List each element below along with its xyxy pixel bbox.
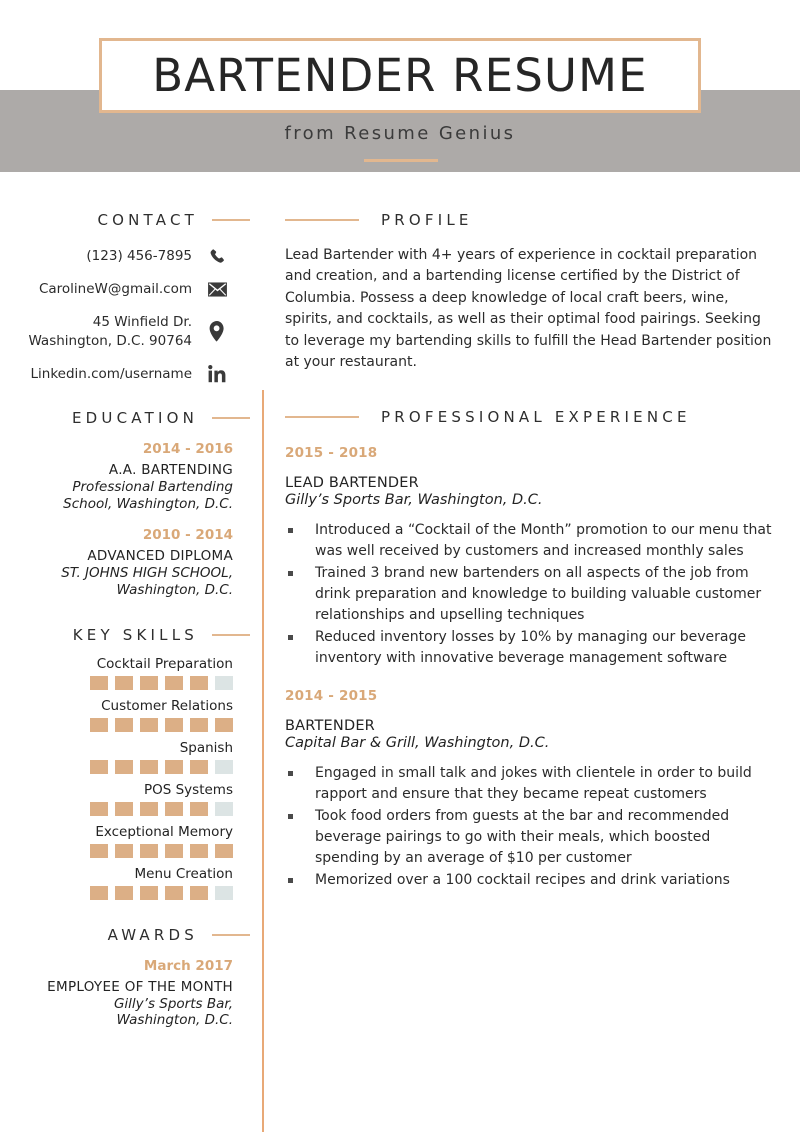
education-school [0,565,233,599]
skill-square-empty [215,886,233,900]
job-bullet: Introduced a “Cocktail of the Month” promotion to our menu that was well received by customers and increased monthly sales [285,520,773,562]
skill-square-filled [190,886,208,900]
skills-list [0,656,250,900]
skill-square-filled [165,802,183,816]
section-rule [212,417,250,419]
section-rule [212,634,250,636]
skill-item [0,656,233,690]
skill-name: Spanish [179,739,233,756]
section-header-key-skills [0,626,250,644]
job-entry [285,445,773,669]
section-rule [212,934,250,936]
skill-name: Cocktail Preparation [96,655,233,672]
map-pin-icon [206,321,228,342]
skill-square-filled [115,718,133,732]
linkedin-icon [206,365,228,383]
contact-email-text: CarolineW@gmail.com [38,281,192,298]
contact-phone-text: (123) 456-7895 [86,248,192,264]
contact-item-address[interactable] [0,313,228,349]
skill-square-filled [190,760,208,774]
skill-square-filled [215,844,233,858]
contact-item-phone[interactable] [0,247,228,265]
skill-square-filled [140,886,158,900]
section-title-experience: PROFESSIONAL EXPERIENCE [381,408,691,427]
section-title-contact: CONTACT [97,211,198,229]
skill-name: POS Systems [143,781,233,798]
skill-name: Exceptional Memory [95,823,233,840]
skill-rating [0,760,233,774]
skill-item [0,824,233,858]
section-header-contact [0,211,250,229]
job-company: Capital Bar & Grill, Washington, D.C. [285,735,550,752]
skill-square-filled [140,718,158,732]
main-content [285,178,773,892]
education-school-line-2: Washington, D.C. [116,581,233,598]
address-line-1: 45 Winfield Dr. [92,314,192,331]
address-line-2: Washington, D.C. 90764 [28,332,192,349]
skill-square-filled [190,718,208,732]
job-bullet: Took food orders from guests at the bar and recommended beverage pairings to go with their meals, which boosted spending by an average of $10 per customer [285,806,773,869]
education-school [0,479,233,513]
skill-square-empty [215,802,233,816]
award-employer-line-2: Washington, D.C. [116,1012,233,1029]
education-entry [0,441,250,513]
skill-square-filled [115,886,133,900]
contact-address-text [28,313,192,349]
resume-header [0,0,800,178]
skill-square-filled [165,718,183,732]
skill-rating [0,718,233,732]
section-title-profile: PROFILE [381,211,473,229]
award-date: March 2017 [143,957,233,974]
job-bullets [285,763,773,891]
contact-list [0,247,250,383]
skill-item [0,866,233,900]
skill-square-filled [140,760,158,774]
contact-linkedin-text: Linkedin.com/username [30,365,192,382]
skill-rating [0,844,233,858]
education-date: 2014 - 2016 [142,441,233,458]
section-rule [285,219,359,221]
skill-square-filled [190,844,208,858]
education-school-line-2: School, Washington, D.C. [63,495,233,512]
section-title-key-skills: KEY SKILLS [72,625,198,644]
job-bullet: Trained 3 brand new bartenders on all aspects of the job from drink preparation and knowledge to building valuable customer relationships and upselling techniques [285,563,773,626]
section-header-awards [0,926,250,944]
experience-section [285,408,773,891]
award-title: EMPLOYEE OF THE MONTH [47,978,233,995]
job-bullet: Memorized over a 100 cocktail recipes and drink variations [285,870,773,891]
skill-square-filled [215,718,233,732]
skill-name: Customer Relations [101,697,233,714]
education-date: 2010 - 2014 [142,526,233,543]
skill-square-filled [140,802,158,816]
education-degree: A.A. BARTENDING [108,462,233,479]
skill-rating [0,886,233,900]
sidebar [0,178,250,1029]
job-company: Gilly’s Sports Bar, Washington, D.C. [285,492,543,509]
phone-icon [206,248,228,265]
job-bullet: Engaged in small talk and jokes with clientele in order to build rapport and ensure that they became repeat customers [285,763,773,805]
skill-square-filled [165,676,183,690]
skill-item [0,740,233,774]
education-entry [0,527,250,599]
skill-square-filled [165,886,183,900]
envelope-icon [206,282,228,297]
skill-square-filled [115,844,133,858]
skill-square-filled [140,844,158,858]
award-employer [0,996,233,1030]
education-school-line-1: ST. JOHNS HIGH SCHOOL, [61,564,233,581]
skill-square-filled [190,802,208,816]
skill-item [0,782,233,816]
skill-square-filled [90,718,108,732]
job-title: BARTENDER [285,718,375,735]
skill-square-filled [90,676,108,690]
contact-item-linkedin[interactable] [0,365,228,383]
skill-square-filled [90,802,108,816]
education-degree: ADVANCED DIPLOMA [87,547,233,564]
section-header-experience [285,408,773,426]
section-title-awards: AWARDS [107,925,198,944]
skill-square-filled [190,676,208,690]
skill-rating [0,802,233,816]
skill-square-filled [90,886,108,900]
profile-text: Lead Bartender with 4+ years of experience in cocktail preparation and creation, and a bartending license certified by the District of Columbia. Possess a deep knowledge of local craft beers, wine, spirits, and cocktails, as well as their optimal food pairings. Seeking to leverage my bartending skills to fulfill the Head Bartender position at your restaurant. [285,247,772,371]
skill-square-empty [215,676,233,690]
award-entry [0,958,250,1030]
award-employer-line-1: Gilly’s Sports Bar, [113,995,233,1012]
skill-square-filled [165,844,183,858]
education-school-line-1: Professional Bartending [72,479,233,496]
skill-square-filled [165,760,183,774]
job-bullets [285,520,773,669]
skill-square-filled [140,676,158,690]
job-entry [285,688,773,891]
job-date: 2015 - 2018 [285,445,378,462]
title-box [99,38,701,113]
skill-item [0,698,233,732]
job-date: 2014 - 2015 [285,688,378,705]
skill-name: Menu Creation [134,865,233,882]
job-bullet: Reduced inventory losses by 10% by managing our beverage inventory with innovative beverage management software [285,627,773,669]
column-divider [262,390,264,1132]
skill-square-filled [115,802,133,816]
skill-rating [0,676,233,690]
skill-square-empty [215,760,233,774]
page-title: BARTENDER RESUME [152,49,648,102]
resume-body [0,178,800,1132]
section-rule [285,416,359,418]
skill-square-filled [90,760,108,774]
subtitle-underline [364,159,438,162]
skill-square-filled [115,760,133,774]
section-title-education: EDUCATION [72,409,198,428]
skill-square-filled [115,676,133,690]
job-title: LEAD BARTENDER [285,475,419,492]
skill-square-filled [90,844,108,858]
contact-item-email[interactable] [0,280,228,298]
section-header-profile [285,211,773,229]
section-header-education [0,409,250,427]
header-subtitle: from Resume Genius [284,123,516,144]
section-rule [212,219,250,221]
jobs-list [285,445,773,891]
